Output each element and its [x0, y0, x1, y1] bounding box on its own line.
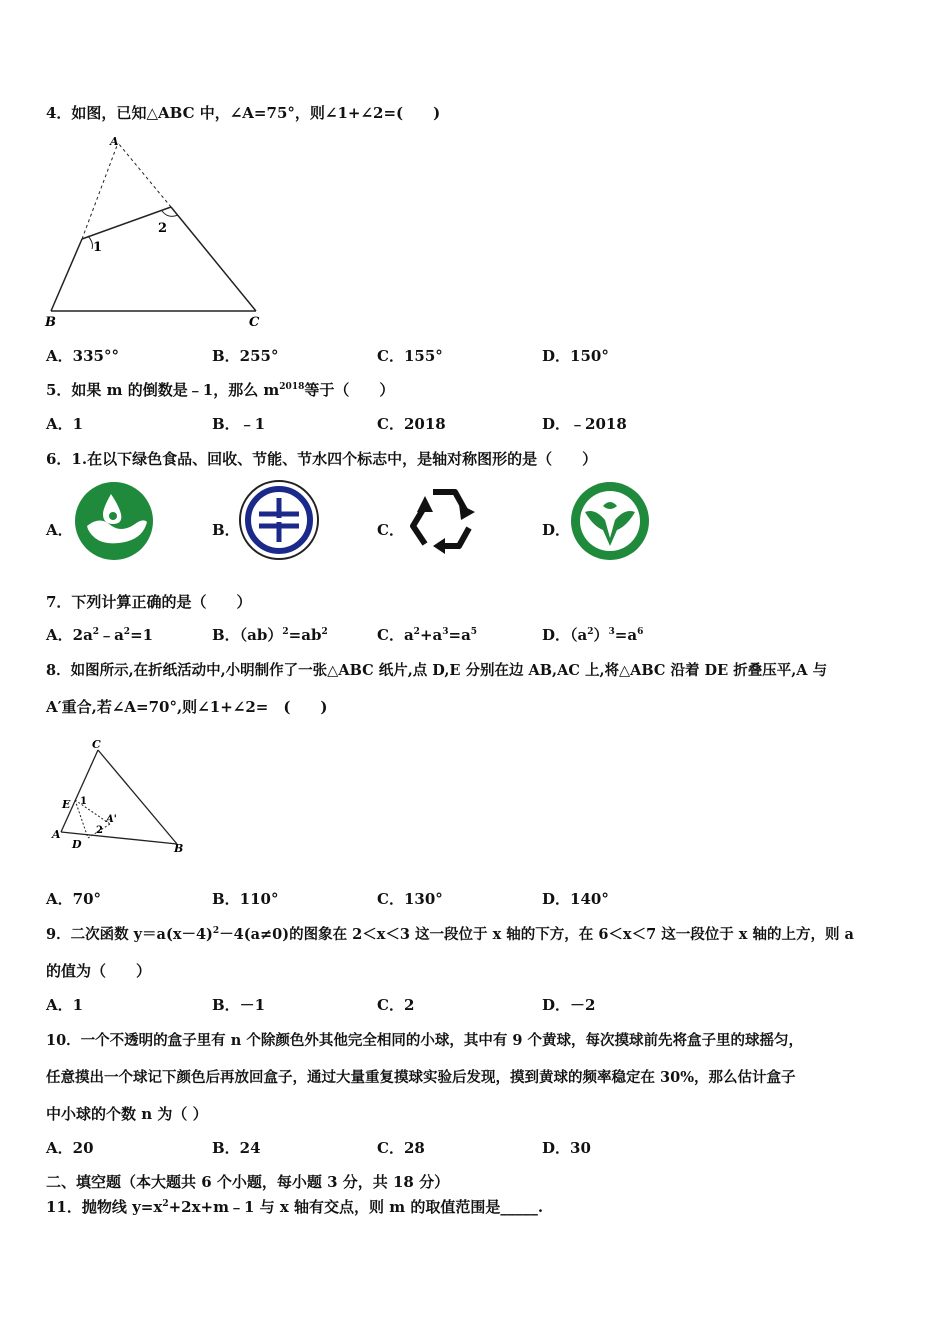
q6-option-b-letter[interactable]: B．: [212, 521, 240, 539]
q10-option-a[interactable]: A．20: [46, 1139, 94, 1157]
water-saving-logo-icon[interactable]: [569, 480, 651, 562]
label-c: C: [92, 738, 101, 751]
q10-stem-line-2: 任意摸出一个球记下颜色后再放回盒子，通过大量重复摸球实验后发现，摸到黄球的频率稳定在 30%，那么估计盒子: [46, 1069, 796, 1086]
label-c: C: [249, 315, 260, 330]
label-2: 2: [96, 825, 103, 836]
q5-option-c[interactable]: C．2018: [377, 415, 446, 433]
q11-stem: 11．抛物线 $y=x^2+2x+m﹣1$ 与 x 轴有交点，则 m 的取值范围是_____.: [46, 1198, 544, 1216]
label-1: 1: [93, 240, 103, 255]
q8-option-d[interactable]: D．140°: [542, 890, 609, 908]
label-b: B: [45, 315, 56, 330]
label-e: E: [62, 798, 71, 811]
q4-option-c[interactable]: C．155°: [377, 347, 443, 365]
q10-stem-line-1: 10．一个不透明的盒子里有 n 个除颜色外其他完全相同的小球，其中有 9 个黄球，每次摸球前先将盒子里的球摇匀，: [46, 1032, 803, 1049]
section-2-heading: 二、填空题（本大题共 6 个小题，每小题 3 分，共 18 分）: [46, 1173, 450, 1191]
q9-option-d[interactable]: D．－2: [542, 996, 596, 1014]
q8-stem-line-2: A′重合,若∠A=70°,则∠1+∠2= ( ): [46, 698, 328, 716]
label-2: 2: [158, 221, 168, 236]
q8-stem-line-1: 8．如图所示,在折纸活动中,小明制作了一张△ABC 纸片,点 D,E 分别在边 AB,AC 上,将△ABC 沿着 DE 折叠压平,A 与: [46, 662, 828, 679]
q7-option-d[interactable]: D．$(a^2)^3=a^6$: [542, 626, 644, 644]
q6-option-c-letter[interactable]: C．: [377, 521, 404, 539]
q8-option-c[interactable]: C．130°: [377, 890, 443, 908]
q10-option-d[interactable]: D．30: [542, 1139, 591, 1157]
q4-triangle-figure: [40, 135, 270, 335]
q9-option-a[interactable]: A．1: [46, 996, 84, 1014]
q5-option-d[interactable]: D．﹣2018: [542, 415, 627, 433]
q8-option-a[interactable]: A．70°: [46, 890, 102, 908]
q7-option-c[interactable]: C．$a^2+a^3=a^5$: [377, 626, 478, 644]
label-d: D: [72, 838, 82, 851]
q8-fold-figure: [44, 736, 194, 858]
label-1: 1: [80, 796, 87, 807]
q10-option-c[interactable]: C．28: [377, 1139, 425, 1157]
angle-1-arc: [88, 236, 93, 249]
q6-stem: 6．1.在以下绿色食品、回收、节能、节水四个标志中，是轴对称图形的是（ ）: [46, 450, 598, 468]
side-ac-lower: [171, 207, 256, 311]
q7-stem: 7．下列计算正确的是（ ）: [46, 593, 252, 611]
q9-stem-line-2: 的值为（ ）: [46, 962, 152, 980]
q4-option-a[interactable]: A．335°°: [46, 347, 119, 365]
q10-stem-line-3: 中小球的个数 n 为（ ）: [46, 1105, 208, 1123]
q6-option-a-letter[interactable]: A．: [46, 521, 73, 539]
q10-option-b[interactable]: B．24: [212, 1139, 261, 1157]
side-cb: [98, 750, 177, 844]
energy-saving-logo-icon[interactable]: [237, 478, 321, 562]
q7-option-b[interactable]: B．$(ab)^2=ab^2$: [212, 626, 328, 644]
side-ca: [61, 750, 98, 832]
side-ab-dashed: [82, 143, 118, 239]
recycle-logo-icon[interactable]: [403, 482, 485, 560]
q4-option-b[interactable]: B．255°: [212, 347, 279, 365]
q9-stem-line-1: 9．二次函数 $y=a(x-4)^2-4(a\ne 0)$的图象在 2＜x＜3 这一段位于 x 轴的下方，在 6＜x＜7 这一段位于 x 轴的上方，则 a: [46, 926, 854, 943]
q8-option-b[interactable]: B．110°: [212, 890, 279, 908]
q5-option-b[interactable]: B．﹣1: [212, 415, 266, 433]
label-a-prime: A': [106, 814, 117, 825]
q4-option-d[interactable]: D．150°: [542, 347, 609, 365]
q9-option-c[interactable]: C．2: [377, 996, 415, 1014]
q5-stem: 5．如果 m 的倒数是﹣1，那么 $m^{2018}$等于（ ）: [46, 381, 395, 399]
q9-option-b[interactable]: B．－1: [212, 996, 266, 1014]
label-a: A: [52, 828, 61, 841]
side-ac-dashed: [118, 143, 171, 207]
label-b: B: [174, 842, 184, 855]
q7-option-a[interactable]: A．$2a^2﹣a^2=1$: [46, 626, 154, 644]
q4-stem: 4．如图，已知△ABC 中，∠A=75°，则∠1+∠2=( ): [46, 104, 441, 122]
side-ab-lower: [51, 239, 82, 311]
label-a: A: [110, 135, 119, 148]
green-food-logo-icon[interactable]: [73, 480, 155, 562]
q6-option-d-letter[interactable]: D．: [542, 521, 571, 539]
q5-option-a[interactable]: A．1: [46, 415, 84, 433]
